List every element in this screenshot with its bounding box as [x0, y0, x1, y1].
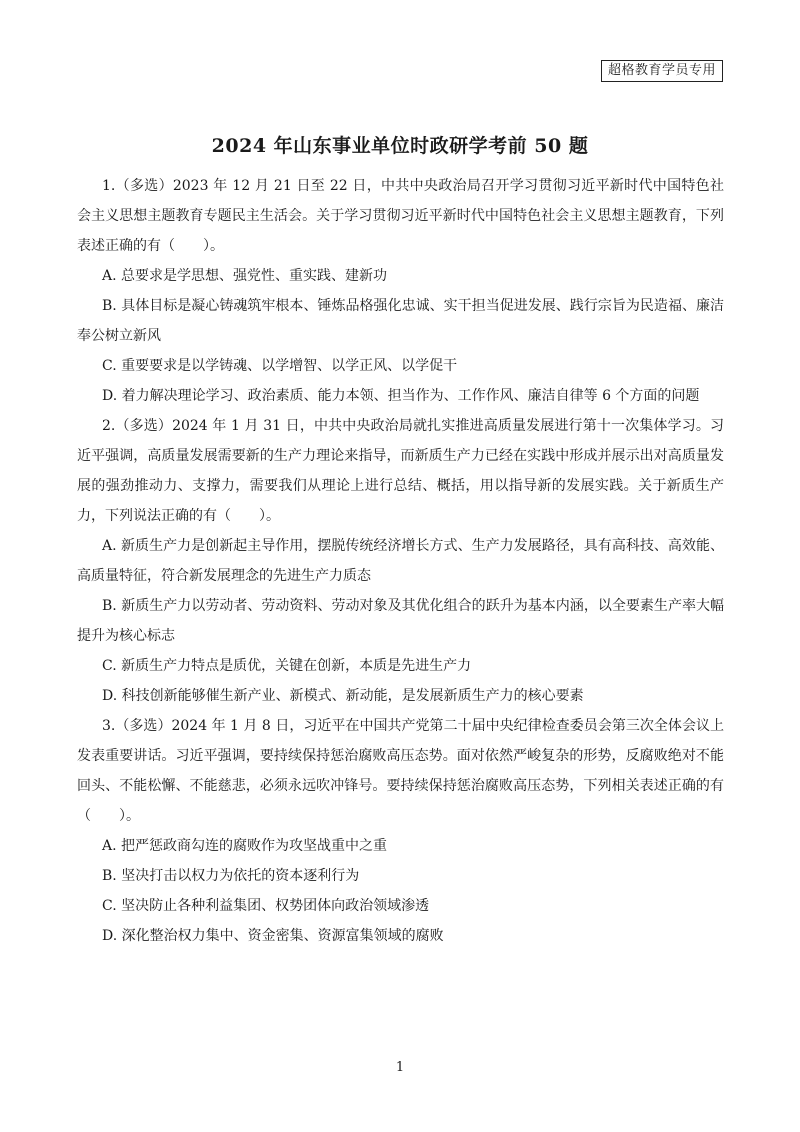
question-option: D. 科技创新能够催生新产业、新模式、新动能，是发展新质生产力的核心要素 — [102, 688, 584, 704]
question-option: C. 坚决防止各种利益集团、权势团体向政治领域渗透 — [102, 898, 430, 914]
question-stem: 2.（多选）2024 年 1 月 31 日，中共中央政治局就扎实推进高质量发展进行第十一次集体学习。习近平强调，高质量发展需要新的生产力理论来指导，而新质生产力已经在实践中形成并展示出对高质量发展的强劲推动力、支撑力，需要我们从理论上进行总结、概括，用以指导新的发展实践。关于新质生产力，下列说法正确的有（ ）。 — [77, 418, 724, 524]
question-option: C. 重要要求是以学铸魂、以学增智、以学正风、以学促干 — [102, 358, 458, 374]
student-only-stamp: 超格教育学员专用 — [601, 60, 723, 82]
question-option: B. 具体目标是凝心铸魂筑牢根本、锤炼品格强化忠诚、实干担当促进发展、践行宗旨为民造福、廉洁奉公树立新风 — [77, 298, 724, 344]
page-title: 2024 年山东事业单位时政研学考前 50 题 — [211, 135, 589, 157]
question-list — [77, 171, 724, 951]
question-option: B. 坚决打击以权力为依托的资本逐利行为 — [102, 868, 360, 884]
page-number: 1 — [395, 1060, 405, 1075]
question-option: C. 新质生产力特点是质优，关键在创新，本质是先进生产力 — [102, 658, 472, 674]
question-option: A. 总要求是学思想、强党性、重实践、建新功 — [102, 268, 388, 284]
question-option: D. 着力解决理论学习、政治素质、能力本领、担当作为、工作作风、廉洁自律等 6 个方面的问题 — [102, 388, 700, 404]
question-stem: 3.（多选）2024 年 1 月 8 日，习近平在中国共产党第二十届中央纪律检查委员会第三次全体会议上发表重要讲话。习近平强调，要持续保持惩治腐败高压态势。面对依然严峻复杂的形势，反腐败绝对不能回头、不能松懈、不能慈悲，必须永远吹冲锋号。要持续保持惩治腐败高压态势，下列相关表述正确的有（ ）。 — [77, 718, 724, 824]
question-option: A. 新质生产力是创新起主导作用，摆脱传统经济增长方式、生产力发展路径，具有高科技、高效能、高质量特征，符合新发展理念的先进生产力质态 — [77, 538, 724, 584]
question-stem: 1.（多选）2023 年 12 月 21 日至 22 日，中共中央政治局召开学习贯彻习近平新时代中国特色社会主义思想主题教育专题民主生活会。关于学习贯彻习近平新时代中国特色社会主义思想主题教育，下列表述正确的有（ ）。 — [77, 178, 724, 254]
question-option: B. 新质生产力以劳动者、劳动资料、劳动对象及其优化组合的跃升为基本内涵，以全要素生产率大幅提升为核心标志 — [77, 598, 724, 644]
question-option: A. 把严惩政商勾连的腐败作为攻坚战重中之重 — [102, 838, 388, 854]
question-option: D. 深化整治权力集中、资金密集、资源富集领域的腐败 — [102, 928, 444, 944]
